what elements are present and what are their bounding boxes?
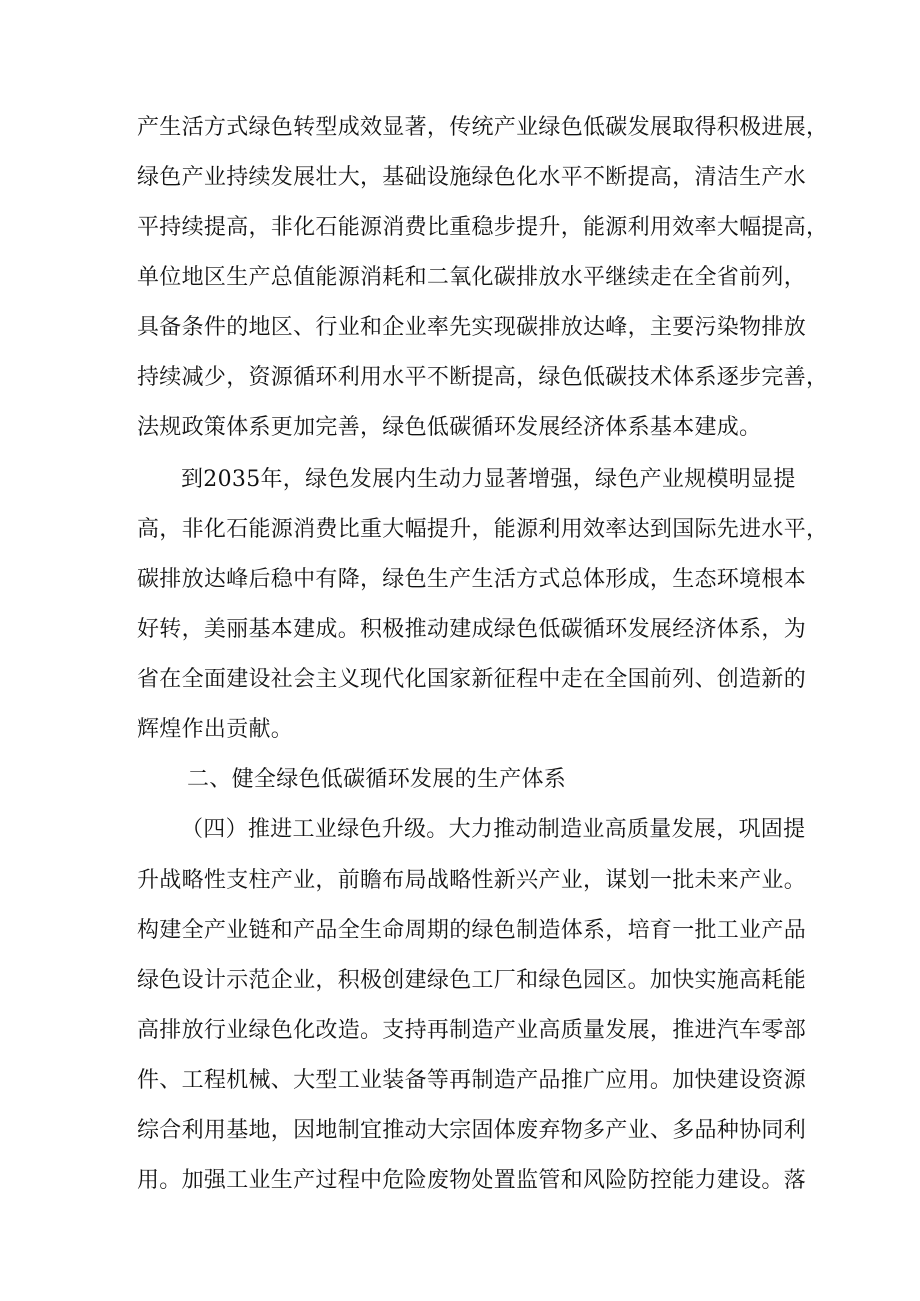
paragraph-2-line: 高，非化石能源消费比重大幅提升，能源利用效率达到国际先进水平，	[137, 517, 829, 542]
paragraph-3-line: 高排放行业绿色化改造。支持再制造产业高质量发展，推进汽车零部	[137, 1018, 807, 1043]
paragraph-3-line: 升战略性支柱产业，前瞻布局战略性新兴产业，谋划一批未来产业。	[137, 868, 807, 893]
paragraph-2-line: 省在全面建设社会主义现代化国家新征程中走在全国前列、创造新的	[137, 667, 807, 692]
paragraph-2-line: 碳排放达峰后稳中有降，绿色生产生活方式总体形成，生态环境根本	[137, 567, 807, 592]
paragraph-2-line: 到2035年，绿色发展内生动力显著增强，绿色产业规模明显提	[181, 467, 796, 492]
paragraph-1-line: 持续减少，资源循环利用水平不断提高，绿色低碳技术体系逐步完善，	[137, 365, 829, 390]
paragraph-2-line: 好转，美丽基本建成。积极推动建成绿色低碳循环发展经济体系，为	[137, 617, 807, 642]
paragraph-1-line: 单位地区生产总值能源消耗和二氧化碳排放水平继续走在全省前列，	[137, 265, 807, 290]
paragraph-3-line: 用。加强工业生产过程中危险废物处置监管和风险防控能力建设。落	[137, 1168, 807, 1193]
paragraph-1-line: 法规政策体系更加完善，绿色低碳循环发展经济体系基本建成。	[137, 415, 762, 440]
paragraph-3-line: 绿色设计示范企业，积极创建绿色工厂和绿色园区。加快实施高耗能	[137, 968, 807, 993]
paragraph-1-line: 平持续提高，非化石能源消费比重稳步提升，能源利用效率大幅提高，	[137, 215, 829, 240]
paragraph-2-line: 辉煌作出贡献。	[137, 717, 294, 742]
paragraph-1-line: 具备条件的地区、行业和企业率先实现碳排放达峰，主要污染物排放	[137, 315, 807, 340]
paragraph-3-line: 构建全产业链和产品全生命周期的绿色制造体系，培育一批工业产品	[137, 918, 807, 943]
paragraph-3-line: （四）推进工业绿色升级。大力推动制造业高质量发展，巩固提	[181, 817, 806, 842]
section-heading: 二、健全绿色低碳循环发展的生产体系	[187, 767, 567, 792]
paragraph-1-line: 绿色产业持续发展壮大，基础设施绿色化水平不断提高，清洁生产水	[137, 165, 807, 190]
paragraph-3-line: 件、工程机械、大型工业装备等再制造产品推广应用。加快建设资源	[137, 1068, 807, 1093]
paragraph-3-line: 综合利用基地，因地制宜推动大宗固体废弃物多产业、多品种协同利	[137, 1118, 807, 1143]
document-body	[137, 0, 829, 1301]
paragraph-1-line: 产生活方式绿色转型成效显著，传统产业绿色低碳发展取得积极进展，	[137, 115, 829, 140]
